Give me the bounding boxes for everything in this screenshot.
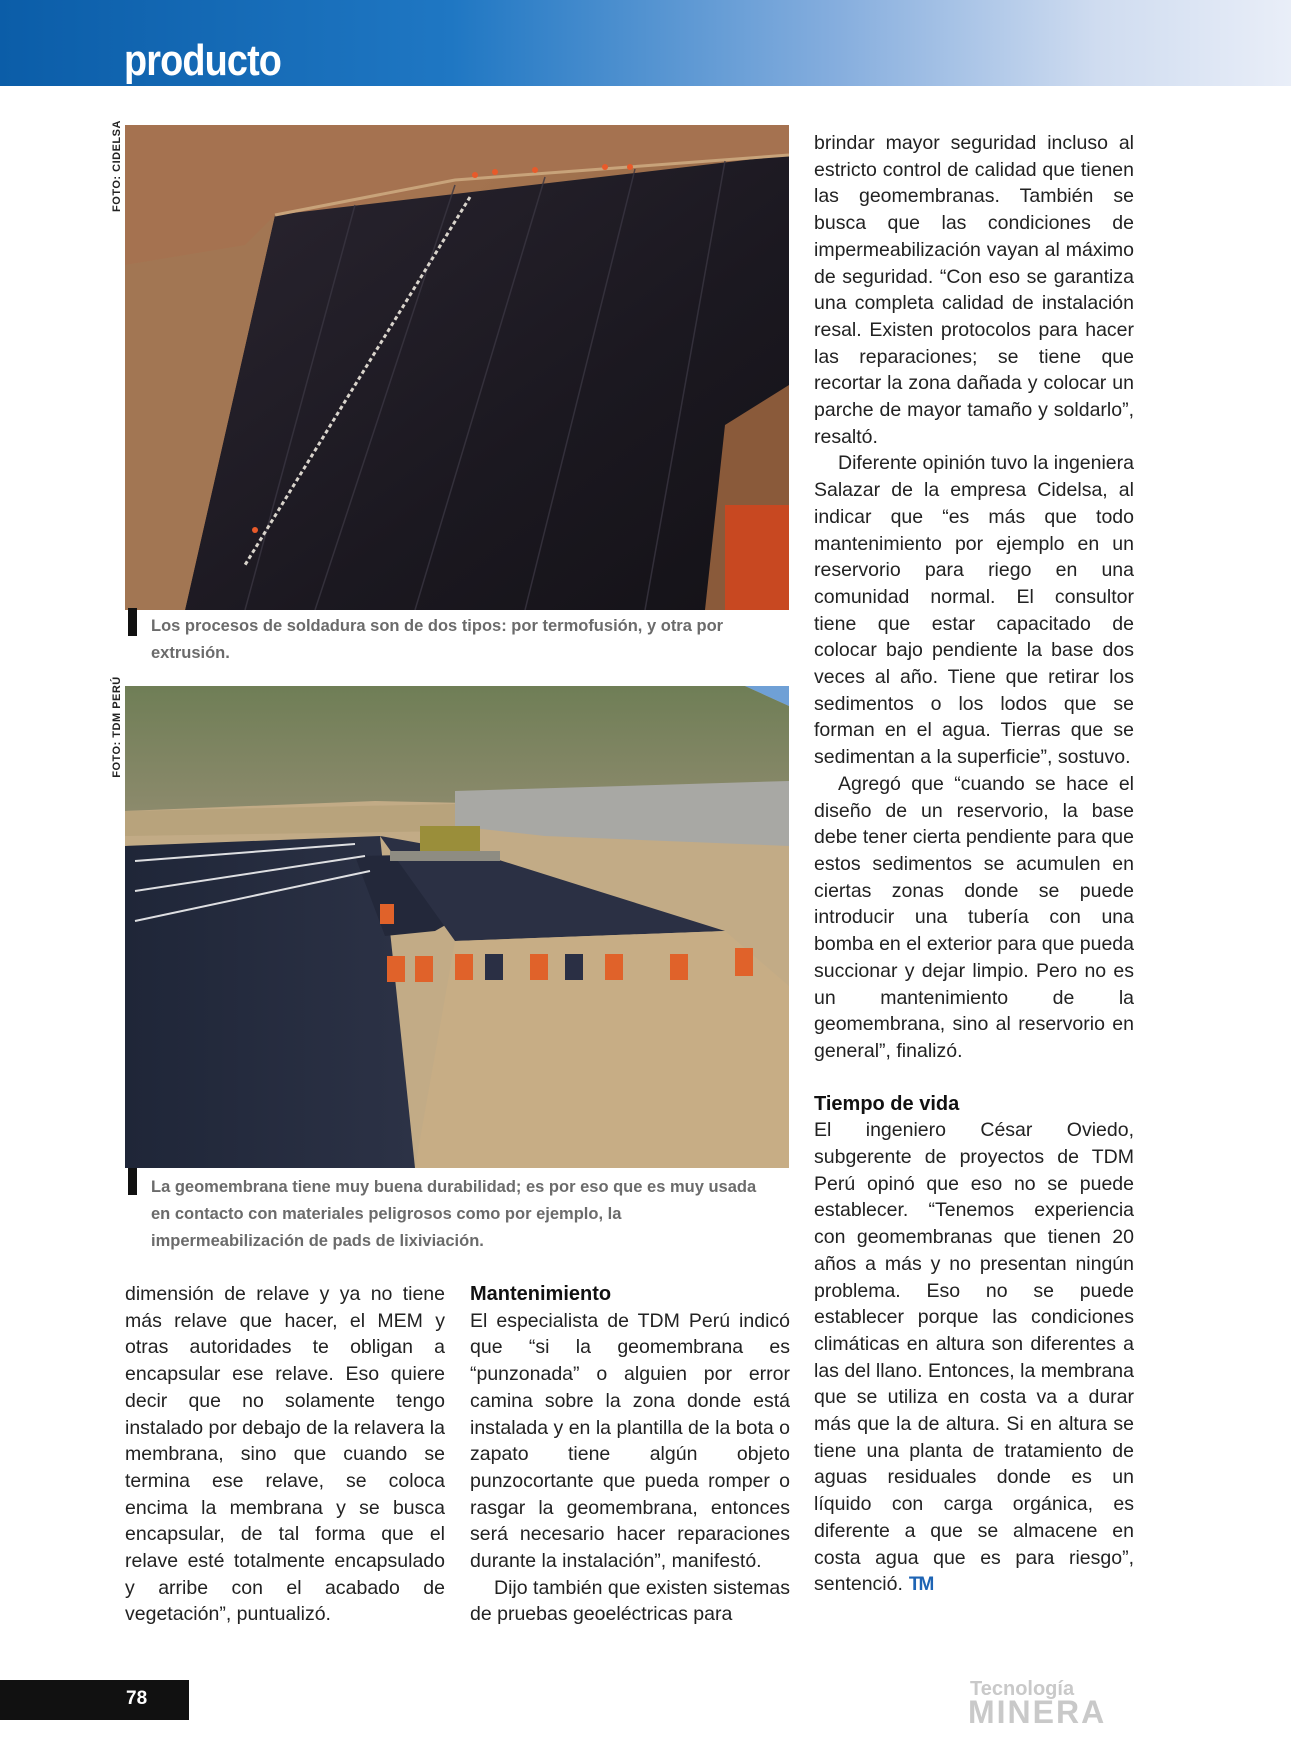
section-heading: Tiempo de vida (814, 1092, 960, 1115)
paragraph: Dijo también que existen sistemas de pruebas geoeléctricas para (470, 1576, 790, 1626)
paragraph: brindar mayor seguridad incluso al estricto control de calidad que tienen las geomembranas. También se busca que las condiciones de impermeabilización vayan al máximo de seguridad. “Con eso se garantiza una completa calidad de instalación resal. Existen protocolos para hacer las reparaciones; se tiene que recortar la zona dañada y colocar un parche de mayor tamaño y soldarlo”, resaltó. (814, 132, 1134, 448)
page-number-box (0, 1680, 189, 1720)
section-title: producto (124, 36, 282, 85)
paragraph: Diferente opinión tuvo la ingeniera Salazar de la empresa Cidelsa, al indicar que “es más que todo mantenimiento por ejemplo en un reservorio para riego en una comunidad normal. El consultor tiene que estar capacitado de colocar bajo pendiente la base dos veces al año. Tiene que retirar los sedimentos o los lodos que se forman en el agua. Tierras que se sedimentan a la superficie”, sostuvo. (814, 452, 1134, 769)
brand-logo-bottom: MINERA (968, 1694, 1107, 1730)
photo-credit: FOTO: TDM PERÚ (111, 676, 123, 778)
photo-credit: FOTO: CIDELSA (111, 120, 123, 212)
photo-geomembrane-slope (125, 125, 789, 610)
section-heading: Mantenimiento (470, 1283, 612, 1305)
article-column-middle (470, 1281, 790, 1628)
paragraph: El especialista de TDM Perú indicó que “si la geomembrana es “punzonada” o alguien por error camina sobre la zona donde está instalada y en la plantilla de la bota o zapato tiene algún objeto punzocortante que pueda romper o rasgar la geomembrana, entonces será necesario hacer reparaciones durante la instalación”, manifestó. (470, 1309, 790, 1573)
tm-logo-icon: TM (908, 1574, 933, 1596)
photo-caption: La geomembrana tiene muy buena durabilidad; es por eso que es muy usada en contacto con materiales peligrosos como por ejemplo, la impermeabilización de pads de lixiviación. (151, 1178, 757, 1250)
page-number: 78 (126, 1688, 148, 1709)
brand-logo-top: Tecnología (970, 1678, 1075, 1700)
photo-caption: Los procesos de soldadura son de dos tipos: por termofusión, y otra por extrusión. (151, 617, 724, 662)
paragraph (814, 1117, 1134, 1599)
paragraph: Agregó que “cuando se hace el diseño de un reservorio, la base debe tener cierta pendiente para que estos sedimentos se acumulen en ciertas zonas donde se puede introducir una tubería con una bomba en el exterior para que pueda succionar y dejar limpio. Pero no es un mantenimiento de la geomembrana, sino al reservorio en general”, finalizó. (814, 772, 1134, 1062)
paragraph-text: El ingeniero César Oviedo, subgerente de proyectos de TDM Perú opinó que eso no se puede establecer. “Tenemos experiencia con geomembranas que tienen 20 años a más y no presentan ningún problema. Eso no se puede establecer porque las condiciones climáticas en altura son diferentes a las del llano. Entonces, la membrana que se utiliza en costa va a durar más que la de altura. Si en altura se tiene una planta de tratamiento de aguas residuales donde es un líquido con carga orgánica, es diferente a que se almacene en costa agua que es para riesgo”, sentenció. (814, 1119, 1134, 1596)
photo-geomembrane-install (125, 686, 789, 1168)
caption-bar (128, 1168, 137, 1195)
article-column-right (814, 130, 1134, 1599)
brand-logo (968, 1678, 1138, 1730)
article-column-left (125, 1281, 445, 1628)
caption-bar (128, 608, 137, 636)
paragraph: dimensión de relave y ya no tiene más relave que hacer, el MEM y otras autoridades te obligan a encapsular ese relave. Eso quiere decir que no solamente tengo instalado por debajo de la relavera la membrana, sino que cuando se termina ese relave, se coloca encima la membrana y se busca encapsular, de tal forma que el relave esté totalmente encapsulado y arribe con el acabado de vegetación”, puntualizó. (125, 1283, 445, 1626)
